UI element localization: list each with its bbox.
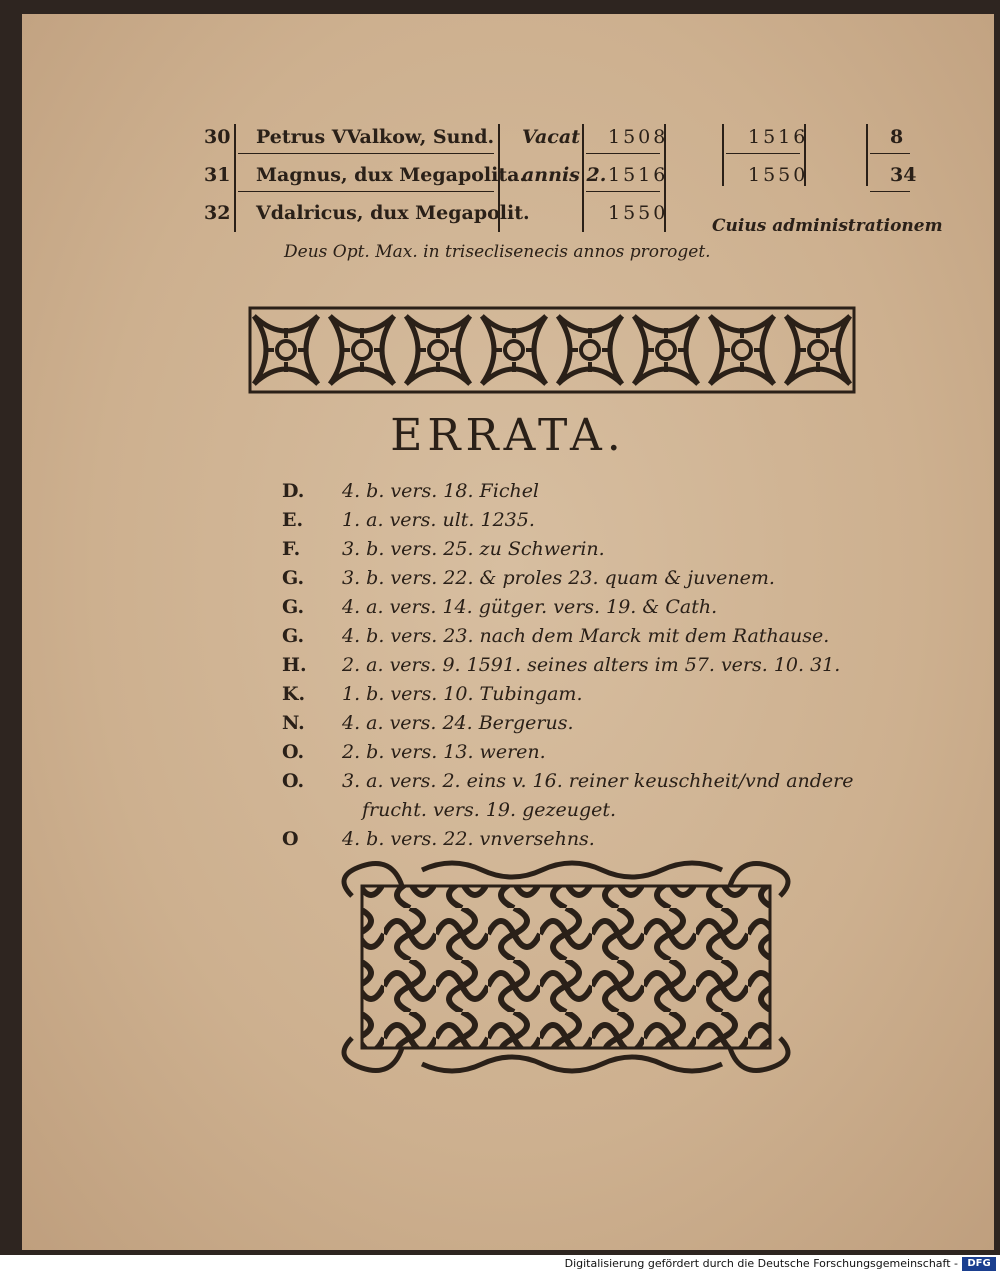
table-rule: [498, 124, 500, 232]
errata-text: 4. b. vers. 22. vnversehns.: [342, 828, 595, 850]
paper-leaf: [22, 14, 994, 1250]
errata-text: 4. b. vers. 23. nach dem Marck mit dem Rathause.: [342, 625, 830, 647]
start-year: 1516: [608, 164, 669, 186]
errata-title: ERRATA.: [390, 410, 626, 461]
errata-text: 1. b. vers. 10. Tubingam.: [342, 683, 583, 705]
ornament-block: [332, 856, 800, 1078]
errata-signature: G.: [282, 625, 305, 647]
errata-text: 1. a. vers. ult. 1235.: [342, 509, 535, 531]
errata-entry: [282, 712, 574, 734]
errata-entry: [282, 770, 854, 792]
table-row: [192, 158, 952, 192]
errata-entry: [282, 596, 717, 618]
errata-entry: [282, 828, 595, 850]
footer-bar: [0, 1255, 1000, 1273]
errata-signature: E.: [282, 509, 304, 531]
errata-signature: O: [282, 828, 299, 850]
errata-entry: [282, 625, 829, 647]
end-year: 1516: [748, 126, 809, 148]
table-rule: [870, 153, 910, 154]
errata-text: 3. b. vers. 25. zu Schwerin.: [342, 538, 605, 560]
table-rule: [586, 191, 660, 192]
errata-text: 3. a. vers. 2. eins v. 16. reiner keuschheit/vnd andere: [342, 770, 854, 792]
errata-entry: [282, 480, 539, 502]
table-rule: [664, 124, 666, 232]
errata-entry: [282, 654, 840, 676]
table-rule: [870, 191, 910, 192]
errata-entry: [282, 683, 583, 705]
errata-signature: K.: [282, 683, 306, 705]
table-rule: [234, 124, 236, 232]
ruler-name: Petrus VValkow, Sund.: [256, 126, 495, 148]
errata-entry: [282, 567, 775, 589]
errata-signature: N.: [282, 712, 305, 734]
ruler-name: Vdalricus, dux Megapolit.: [256, 202, 530, 224]
errata-text: 4. a. vers. 24. Bergerus.: [342, 712, 574, 734]
years-count: 34: [890, 164, 917, 186]
errata-signature: F.: [282, 538, 301, 560]
vacat-note: annis 2.: [522, 164, 607, 186]
errata-text: 3. b. vers. 22. & proles 23. quam & juvenem.: [342, 567, 775, 589]
errata-text: 4. a. vers. 14. gütger. vers. 19. & Cath.: [342, 596, 718, 618]
errata-text: 2. a. vers. 9. 1591. seines alters im 57. vers. 10. 31.: [342, 654, 841, 676]
errata-signature: H.: [282, 654, 307, 676]
errata-signature: D.: [282, 480, 305, 502]
table-rule: [238, 153, 494, 154]
vacat-note: Vacat: [522, 126, 580, 148]
errata-signature: O.: [282, 770, 305, 792]
ornament-band: [248, 306, 856, 394]
errata-entry: [282, 509, 535, 531]
errata-entry: [282, 741, 546, 763]
table-rule: [586, 153, 660, 154]
row-number: 32: [204, 202, 231, 224]
end-year: 1550: [748, 164, 809, 186]
row-number: 31: [204, 164, 231, 186]
start-year: 1550: [608, 202, 669, 224]
table-rule: [582, 124, 584, 232]
start-year: 1508: [608, 126, 669, 148]
errata-entry: [282, 538, 605, 560]
table-row: [192, 120, 952, 154]
row-number: 30: [204, 126, 231, 148]
funding-credit: Digitalisierung gefördert durch die Deutsche Forschungsgemeinschaft -: [564, 1257, 958, 1270]
errata-text: 4. b. vers. 18. Fichel: [342, 480, 540, 502]
table-rule: [722, 124, 724, 186]
table-rule: [238, 191, 494, 192]
cuius-note: Cuius administrationem: [712, 216, 943, 236]
errata-signature: O.: [282, 741, 305, 763]
errata-signature: G.: [282, 567, 305, 589]
years-count: 8: [890, 126, 904, 148]
errata-text: 2. b. vers. 13. weren.: [342, 741, 546, 763]
errata-signature: G.: [282, 596, 305, 618]
dfg-logo: DFG: [962, 1257, 996, 1271]
table-rule: [726, 153, 800, 154]
closing-line: Deus Opt. Max. in triseclisenecis annos proroget.: [284, 242, 711, 262]
errata-continuation: frucht. vers. 19. gezeuget.: [362, 799, 617, 821]
ruler-name: Magnus, dux Megapolita.: [256, 164, 527, 186]
table-rule: [804, 124, 806, 186]
table-rule: [866, 124, 868, 186]
